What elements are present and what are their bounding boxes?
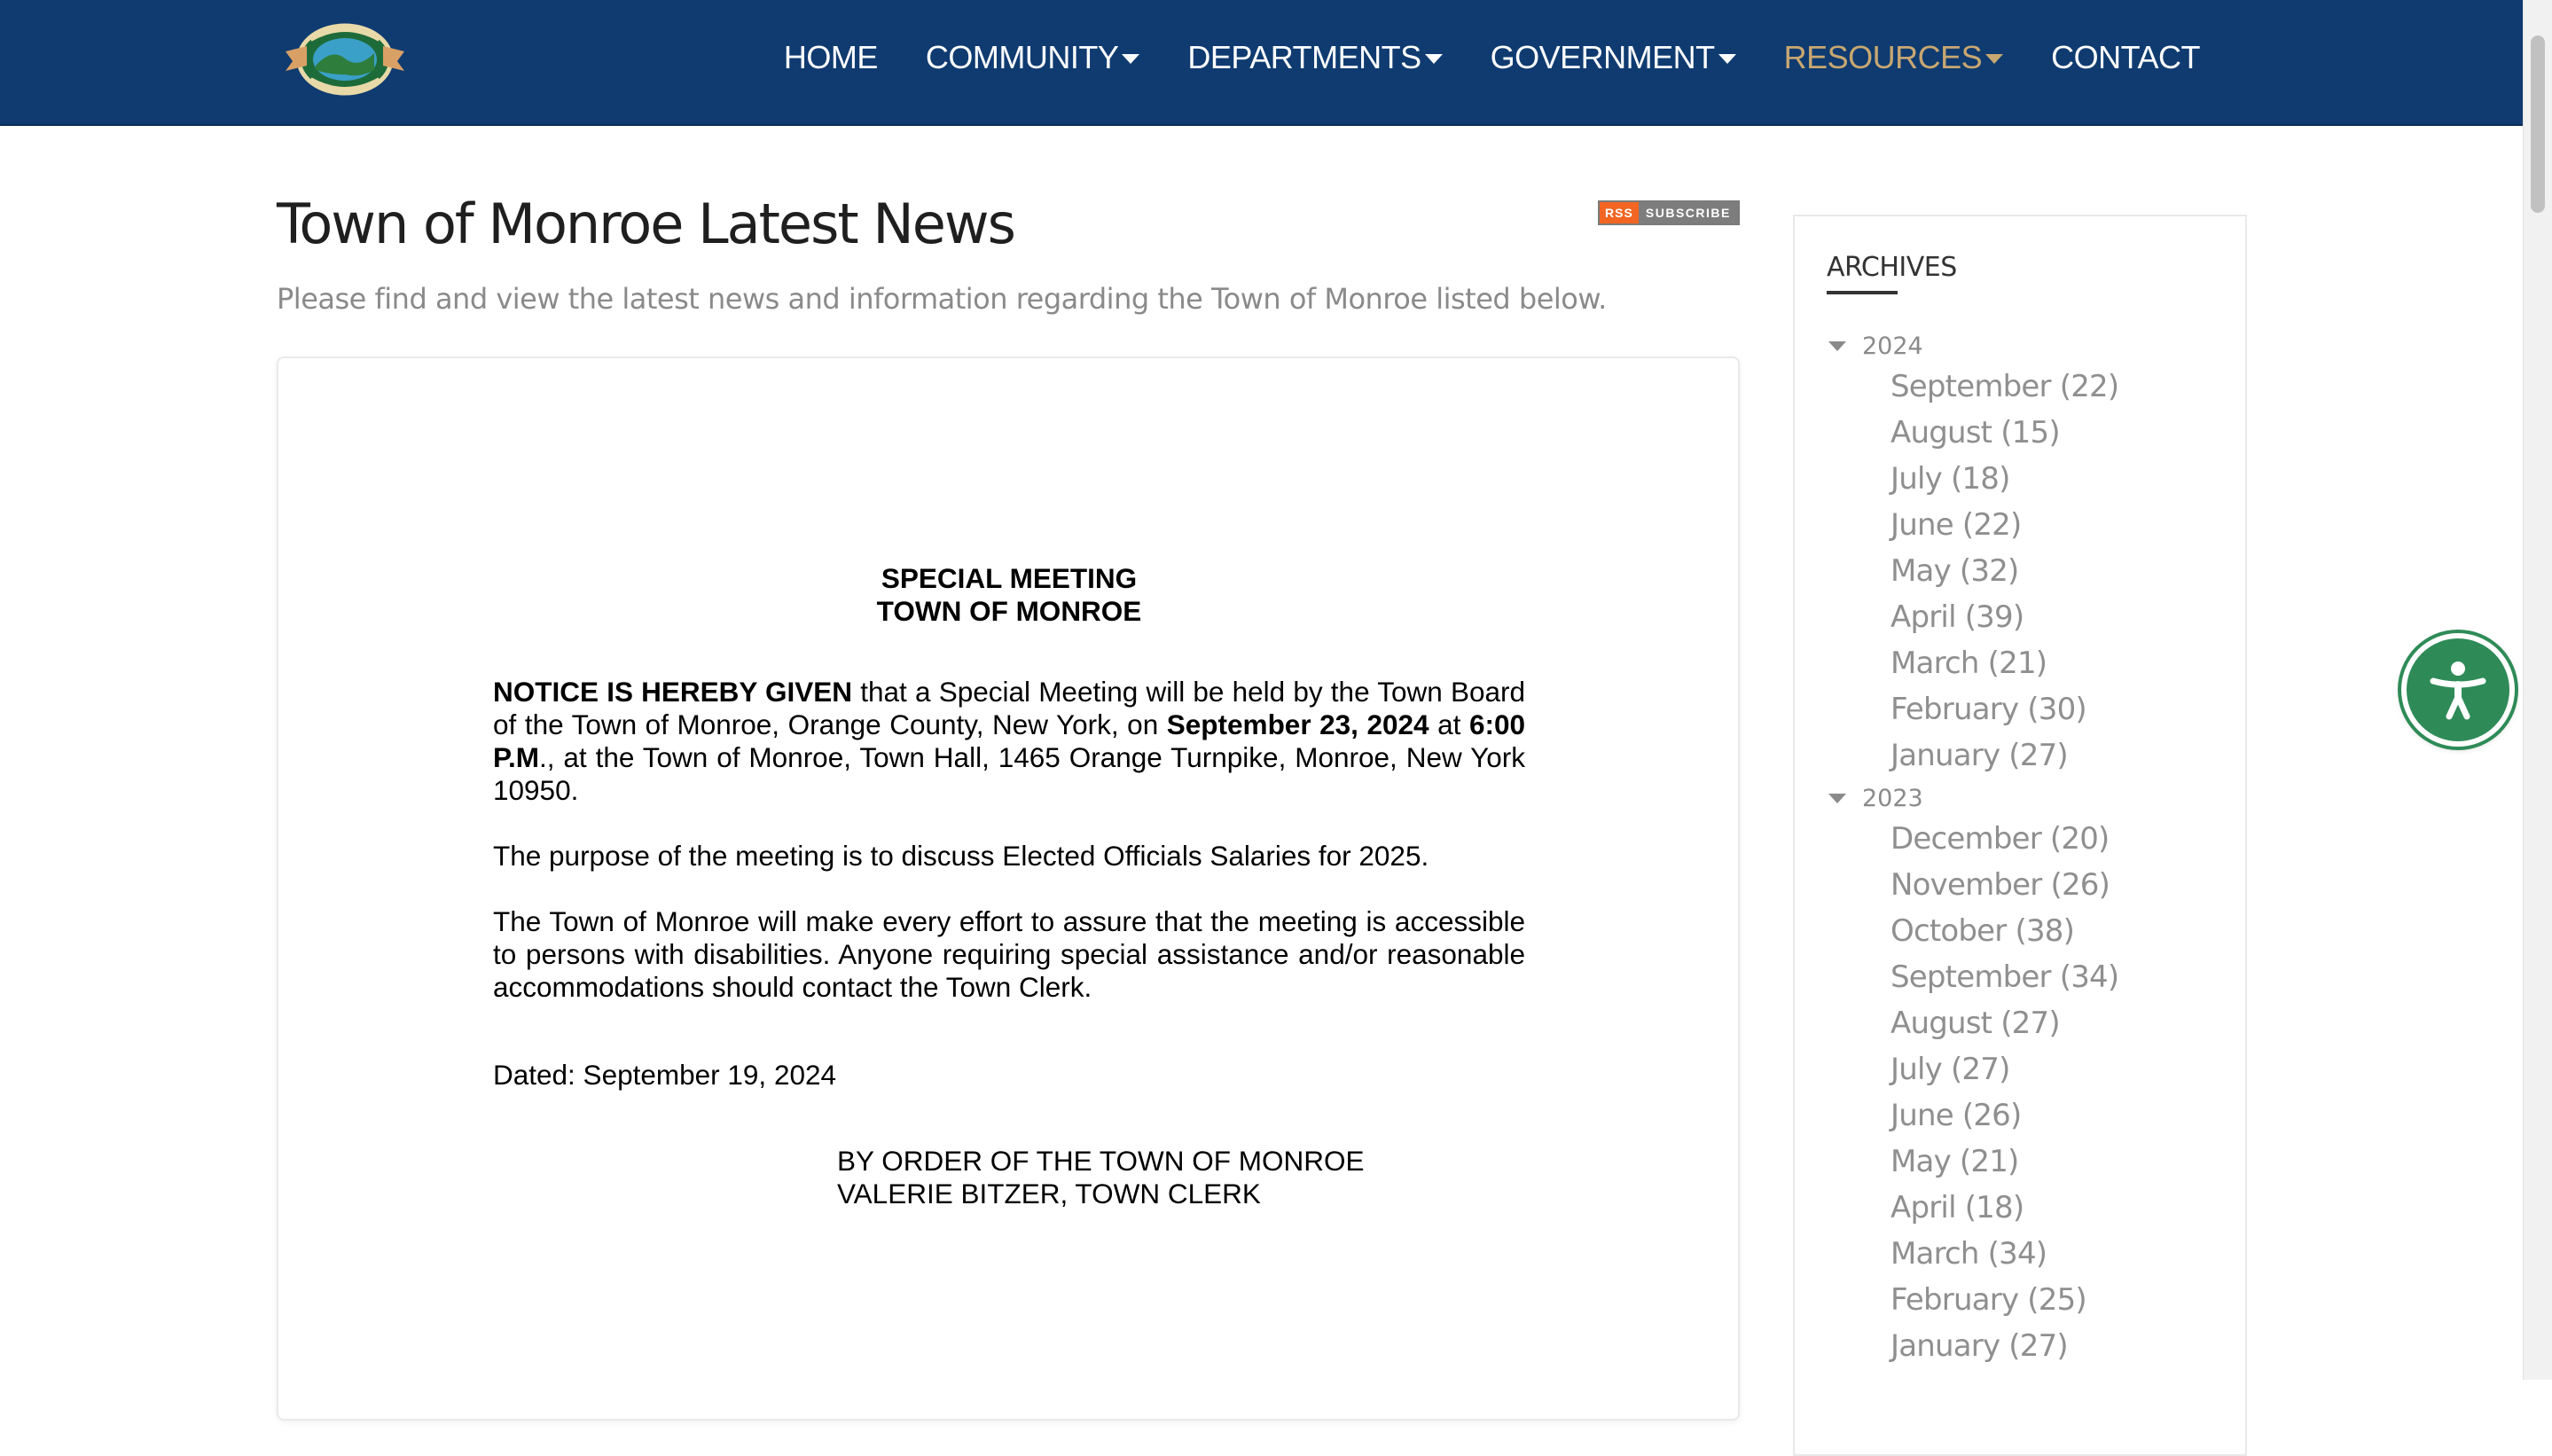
signature-line1: BY ORDER OF THE TOWN OF MONROE	[837, 1145, 1365, 1177]
notice-heading-line2: TOWN OF MONROE	[876, 595, 1142, 627]
notice-text: ., at the Town of Monroe, Town Hall, 1465 Orange Turnpike, Monroe, New York 10950.	[493, 741, 1525, 806]
notice-heading-line1: SPECIAL MEETING	[881, 562, 1138, 594]
caret-down-icon	[1718, 54, 1736, 64]
nav-item-label: GOVERNMENT	[1490, 39, 1715, 75]
archive-month-link[interactable]: May (32)	[1891, 553, 2019, 589]
nav-item-community[interactable]	[902, 39, 1163, 76]
archive-month-link[interactable]: April (18)	[1891, 1190, 2024, 1225]
caret-down-icon	[1122, 54, 1139, 64]
rss-icon: RSS	[1600, 202, 1639, 223]
triangle-down-icon	[1828, 794, 1846, 803]
archive-month-link[interactable]: July (18)	[1891, 461, 2010, 497]
nav-item-departments[interactable]	[1163, 39, 1466, 76]
signature-line2: VALERIE BITZER, TOWN CLERK	[837, 1178, 1261, 1209]
nav-item-label: CONTACT	[2051, 39, 2200, 75]
archive-month-link[interactable]: February (25)	[1891, 1282, 2086, 1318]
archive-year-2023[interactable]	[1827, 780, 2245, 816]
archives-list	[1827, 328, 2245, 1369]
archive-month-link[interactable]: November (26)	[1891, 867, 2110, 903]
notice-text: at	[1429, 708, 1469, 740]
archive-month-link[interactable]: January (27)	[1891, 1328, 2068, 1364]
archive-month-link[interactable]: February (30)	[1891, 692, 2086, 727]
archives-title-underline	[1827, 291, 1898, 294]
archive-year-2024[interactable]	[1827, 328, 2245, 364]
accessibility-button[interactable]	[2401, 633, 2515, 747]
archives-title: ARCHIVES	[1827, 252, 1957, 283]
meeting-time: 6:00 P.M	[493, 708, 1525, 773]
dated-line: Dated: September 19, 2024	[493, 1059, 837, 1091]
accessibility-paragraph: The Town of Monroe will make every effort to assure that the meeting is accessible to persons with disabilities. Anyone requiring special assistance and/or reasonable accommodations should contact the Town Clerk.	[493, 905, 1525, 1003]
notice-text: that a Special Meeting will be held by the Town Board of the Town of Monroe, Orange County, New York, on	[493, 676, 1525, 740]
archive-month-link[interactable]: December (20)	[1891, 821, 2110, 857]
archive-month-link[interactable]: January (27)	[1891, 738, 2068, 773]
archive-month-link[interactable]: March (34)	[1891, 1236, 2047, 1272]
nav-item-resources[interactable]	[1760, 39, 2028, 76]
archive-month-link[interactable]: March (21)	[1891, 646, 2047, 681]
notice-paragraph	[493, 676, 1525, 807]
archive-year-label: 2023	[1862, 784, 1923, 812]
nav-item-label: HOME	[783, 39, 878, 75]
news-article-card	[277, 356, 1740, 1421]
nav-item-contact[interactable]	[2027, 39, 2224, 76]
archive-month-link[interactable]: October (38)	[1891, 913, 2075, 949]
nav-item-label: DEPARTMENTS	[1187, 39, 1421, 75]
signature-block	[837, 1145, 1525, 1210]
nav-item-home[interactable]	[760, 39, 902, 76]
purpose-paragraph: The purpose of the meeting is to discuss Elected Officials Salaries for 2025.	[493, 840, 1429, 872]
archive-month-link[interactable]: June (26)	[1891, 1098, 2022, 1133]
nav-item-label: COMMUNITY	[925, 39, 1119, 75]
notice-heading	[493, 562, 1525, 628]
caret-down-icon	[1425, 54, 1443, 64]
archive-month-link[interactable]: May (21)	[1891, 1144, 2019, 1179]
nav-item-label: RESOURCES	[1783, 39, 1983, 75]
scrollbar-thumb[interactable]	[2531, 35, 2545, 213]
archive-month-link[interactable]: September (22)	[1891, 369, 2119, 404]
nav-item-government[interactable]	[1467, 39, 1760, 76]
archive-month-link[interactable]: July (27)	[1891, 1052, 2010, 1087]
notice-lead: NOTICE IS HEREBY GIVEN	[493, 676, 853, 708]
archive-month-link[interactable]: June (22)	[1891, 507, 2022, 543]
archive-month-link[interactable]: August (15)	[1891, 415, 2060, 450]
page-scrollbar[interactable]	[2523, 0, 2552, 1380]
meeting-notice	[493, 562, 1525, 1210]
rss-subscribe-button[interactable]	[1598, 200, 1740, 225]
town-seal-logo-icon	[280, 21, 410, 98]
page-title: Town of Monroe Latest News	[277, 192, 1014, 256]
caret-down-icon	[1985, 54, 2003, 64]
rss-subscribe-label: SUBSCRIBE	[1639, 202, 1738, 223]
site-header	[0, 0, 2524, 126]
main-nav	[760, 0, 2224, 115]
accessibility-person-icon	[2419, 651, 2497, 729]
archive-month-link[interactable]: April (39)	[1891, 599, 2024, 635]
triangle-down-icon	[1828, 341, 1846, 351]
archive-month-link[interactable]: August (27)	[1891, 1006, 2060, 1041]
town-logo[interactable]	[280, 21, 410, 98]
meeting-date: September 23, 2024	[1166, 708, 1429, 740]
archive-year-label: 2024	[1862, 332, 1923, 360]
archive-month-link[interactable]: September (34)	[1891, 959, 2119, 995]
archives-sidebar	[1793, 215, 2247, 1456]
page-subtitle: Please find and view the latest news and information regarding the Town of Monroe listed below.	[277, 282, 1607, 316]
